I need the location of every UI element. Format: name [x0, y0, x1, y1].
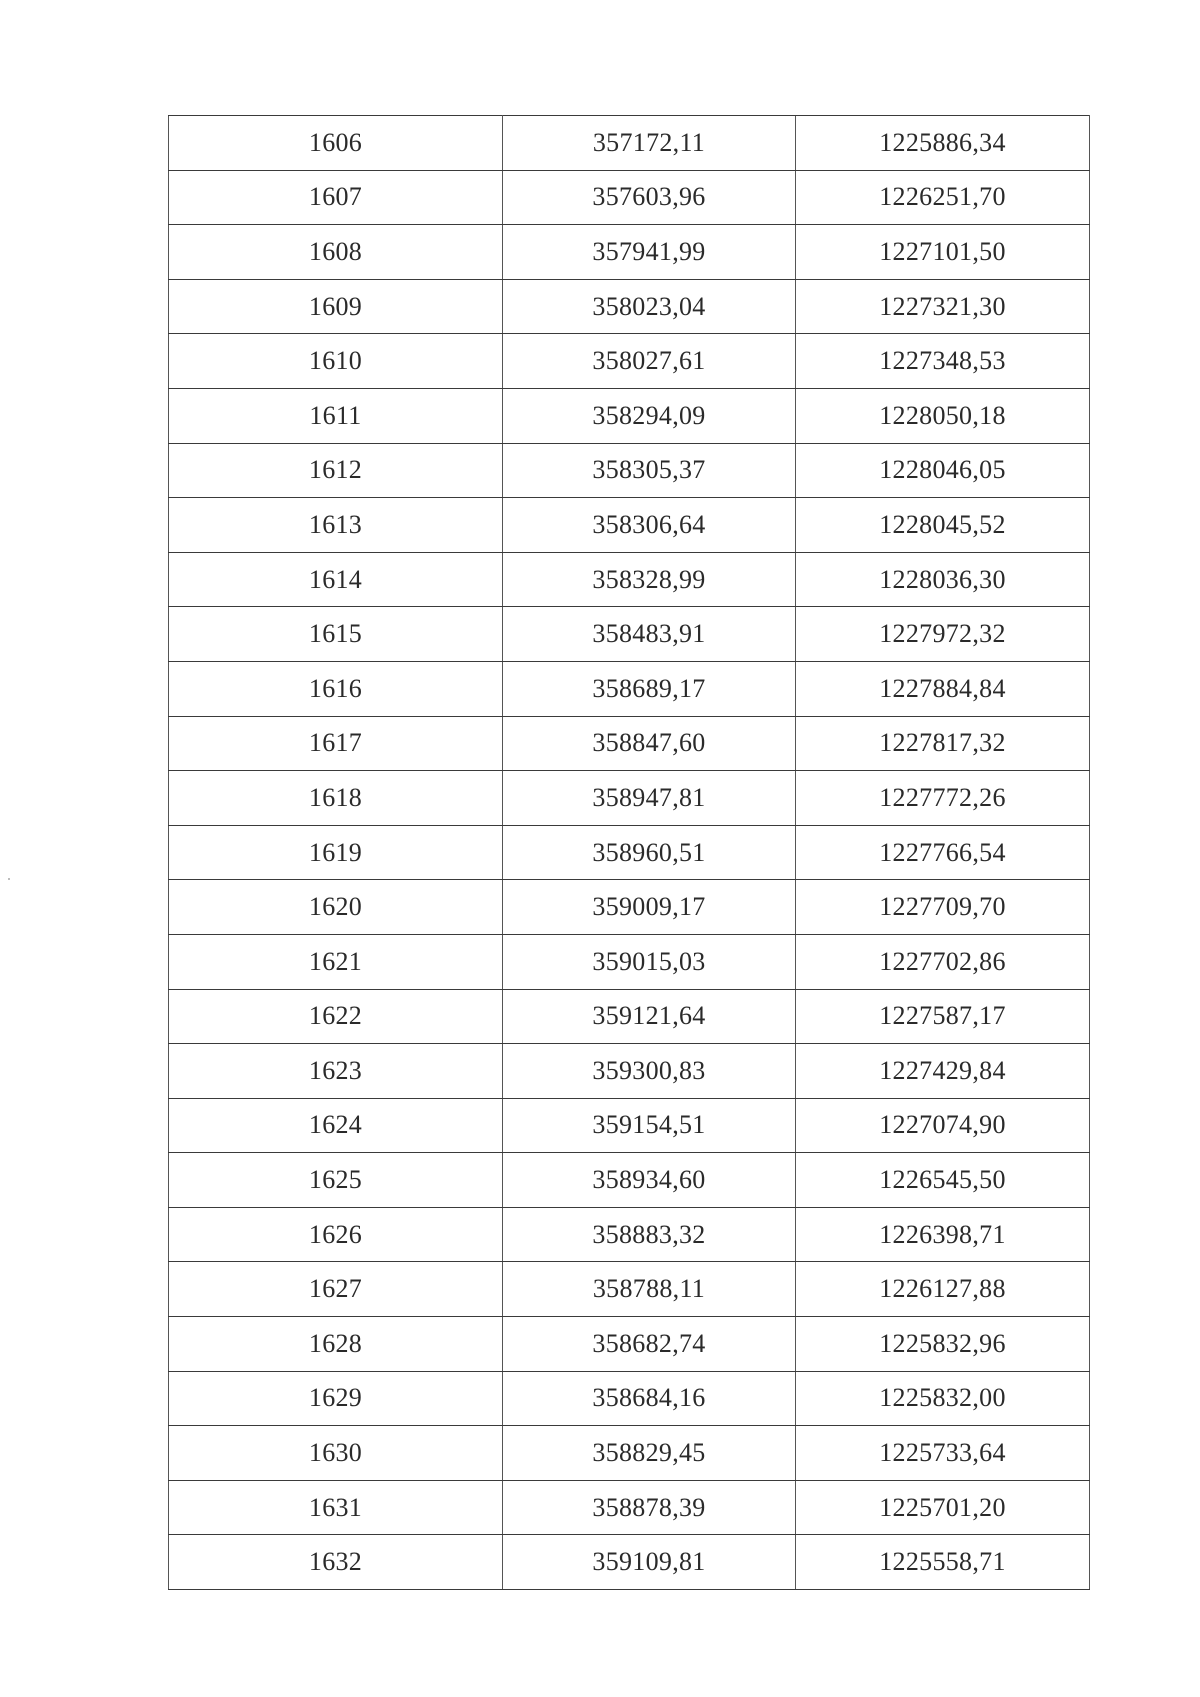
x-coordinate-cell: 358788,11	[503, 1262, 796, 1317]
scan-speck	[8, 878, 10, 880]
y-coordinate-cell: 1226545,50	[796, 1153, 1090, 1208]
point-number-cell: 1629	[169, 1371, 503, 1426]
x-coordinate-cell: 359009,17	[503, 880, 796, 935]
y-coordinate-cell: 1226127,88	[796, 1262, 1090, 1317]
x-coordinate-cell: 357941,99	[503, 225, 796, 280]
x-coordinate-cell: 358934,60	[503, 1153, 796, 1208]
table-row	[169, 170, 1090, 225]
table-row	[169, 1044, 1090, 1099]
y-coordinate-cell: 1225886,34	[796, 116, 1090, 171]
x-coordinate-cell: 357172,11	[503, 116, 796, 171]
y-coordinate-cell: 1225558,71	[796, 1535, 1090, 1590]
x-coordinate-cell: 359121,64	[503, 989, 796, 1044]
y-coordinate-cell: 1227772,26	[796, 771, 1090, 826]
table-row	[169, 607, 1090, 662]
table-row	[169, 279, 1090, 334]
x-coordinate-cell: 358960,51	[503, 825, 796, 880]
y-coordinate-cell: 1226398,71	[796, 1207, 1090, 1262]
x-coordinate-cell: 358689,17	[503, 661, 796, 716]
point-number-cell: 1622	[169, 989, 503, 1044]
x-coordinate-cell: 358305,37	[503, 443, 796, 498]
y-coordinate-cell: 1225733,64	[796, 1426, 1090, 1481]
point-number-cell: 1619	[169, 825, 503, 880]
coordinates-table-body	[169, 116, 1090, 1590]
point-number-cell: 1618	[169, 771, 503, 826]
point-number-cell: 1614	[169, 552, 503, 607]
table-row	[169, 934, 1090, 989]
x-coordinate-cell: 358027,61	[503, 334, 796, 389]
table-row	[169, 771, 1090, 826]
y-coordinate-cell: 1227817,32	[796, 716, 1090, 771]
point-number-cell: 1625	[169, 1153, 503, 1208]
x-coordinate-cell: 359015,03	[503, 934, 796, 989]
table-row	[169, 880, 1090, 935]
y-coordinate-cell: 1227074,90	[796, 1098, 1090, 1153]
point-number-cell: 1617	[169, 716, 503, 771]
x-coordinate-cell: 358328,99	[503, 552, 796, 607]
table-row	[169, 1480, 1090, 1535]
point-number-cell: 1616	[169, 661, 503, 716]
point-number-cell: 1610	[169, 334, 503, 389]
y-coordinate-cell: 1228046,05	[796, 443, 1090, 498]
point-number-cell: 1627	[169, 1262, 503, 1317]
table-row	[169, 989, 1090, 1044]
table-row	[169, 1317, 1090, 1372]
y-coordinate-cell: 1228045,52	[796, 498, 1090, 553]
x-coordinate-cell: 358023,04	[503, 279, 796, 334]
x-coordinate-cell: 358682,74	[503, 1317, 796, 1372]
table-row	[169, 498, 1090, 553]
y-coordinate-cell: 1225701,20	[796, 1480, 1090, 1535]
x-coordinate-cell: 359154,51	[503, 1098, 796, 1153]
y-coordinate-cell: 1227101,50	[796, 225, 1090, 280]
table-row	[169, 552, 1090, 607]
table-row	[169, 388, 1090, 443]
table-row	[169, 716, 1090, 771]
point-number-cell: 1623	[169, 1044, 503, 1099]
point-number-cell: 1611	[169, 388, 503, 443]
y-coordinate-cell: 1227766,54	[796, 825, 1090, 880]
x-coordinate-cell: 358847,60	[503, 716, 796, 771]
point-number-cell: 1628	[169, 1317, 503, 1372]
point-number-cell: 1621	[169, 934, 503, 989]
x-coordinate-cell: 358483,91	[503, 607, 796, 662]
point-number-cell: 1624	[169, 1098, 503, 1153]
y-coordinate-cell: 1227972,32	[796, 607, 1090, 662]
point-number-cell: 1620	[169, 880, 503, 935]
y-coordinate-cell: 1227348,53	[796, 334, 1090, 389]
table-row	[169, 225, 1090, 280]
point-number-cell: 1613	[169, 498, 503, 553]
point-number-cell: 1612	[169, 443, 503, 498]
point-number-cell: 1607	[169, 170, 503, 225]
x-coordinate-cell: 358306,64	[503, 498, 796, 553]
x-coordinate-cell: 359109,81	[503, 1535, 796, 1590]
table-row	[169, 1207, 1090, 1262]
table-row	[169, 1535, 1090, 1590]
table-row	[169, 116, 1090, 171]
x-coordinate-cell: 358294,09	[503, 388, 796, 443]
point-number-cell: 1630	[169, 1426, 503, 1481]
table-row	[169, 1262, 1090, 1317]
y-coordinate-cell: 1226251,70	[796, 170, 1090, 225]
point-number-cell: 1631	[169, 1480, 503, 1535]
y-coordinate-cell: 1228036,30	[796, 552, 1090, 607]
point-number-cell: 1606	[169, 116, 503, 171]
table-row	[169, 661, 1090, 716]
x-coordinate-cell: 358883,32	[503, 1207, 796, 1262]
y-coordinate-cell: 1228050,18	[796, 388, 1090, 443]
x-coordinate-cell: 358829,45	[503, 1426, 796, 1481]
coordinates-table	[168, 115, 1090, 1590]
table-row	[169, 1426, 1090, 1481]
x-coordinate-cell: 359300,83	[503, 1044, 796, 1099]
point-number-cell: 1608	[169, 225, 503, 280]
y-coordinate-cell: 1227321,30	[796, 279, 1090, 334]
point-number-cell: 1626	[169, 1207, 503, 1262]
y-coordinate-cell: 1227884,84	[796, 661, 1090, 716]
point-number-cell: 1615	[169, 607, 503, 662]
x-coordinate-cell: 358947,81	[503, 771, 796, 826]
point-number-cell: 1609	[169, 279, 503, 334]
table-row	[169, 443, 1090, 498]
table-row	[169, 1371, 1090, 1426]
table-row	[169, 1153, 1090, 1208]
y-coordinate-cell: 1225832,00	[796, 1371, 1090, 1426]
x-coordinate-cell: 357603,96	[503, 170, 796, 225]
table-row	[169, 1098, 1090, 1153]
y-coordinate-cell: 1227709,70	[796, 880, 1090, 935]
point-number-cell: 1632	[169, 1535, 503, 1590]
y-coordinate-cell: 1227587,17	[796, 989, 1090, 1044]
y-coordinate-cell: 1227429,84	[796, 1044, 1090, 1099]
y-coordinate-cell: 1227702,86	[796, 934, 1090, 989]
x-coordinate-cell: 358684,16	[503, 1371, 796, 1426]
x-coordinate-cell: 358878,39	[503, 1480, 796, 1535]
table-row	[169, 825, 1090, 880]
y-coordinate-cell: 1225832,96	[796, 1317, 1090, 1372]
table-row	[169, 334, 1090, 389]
